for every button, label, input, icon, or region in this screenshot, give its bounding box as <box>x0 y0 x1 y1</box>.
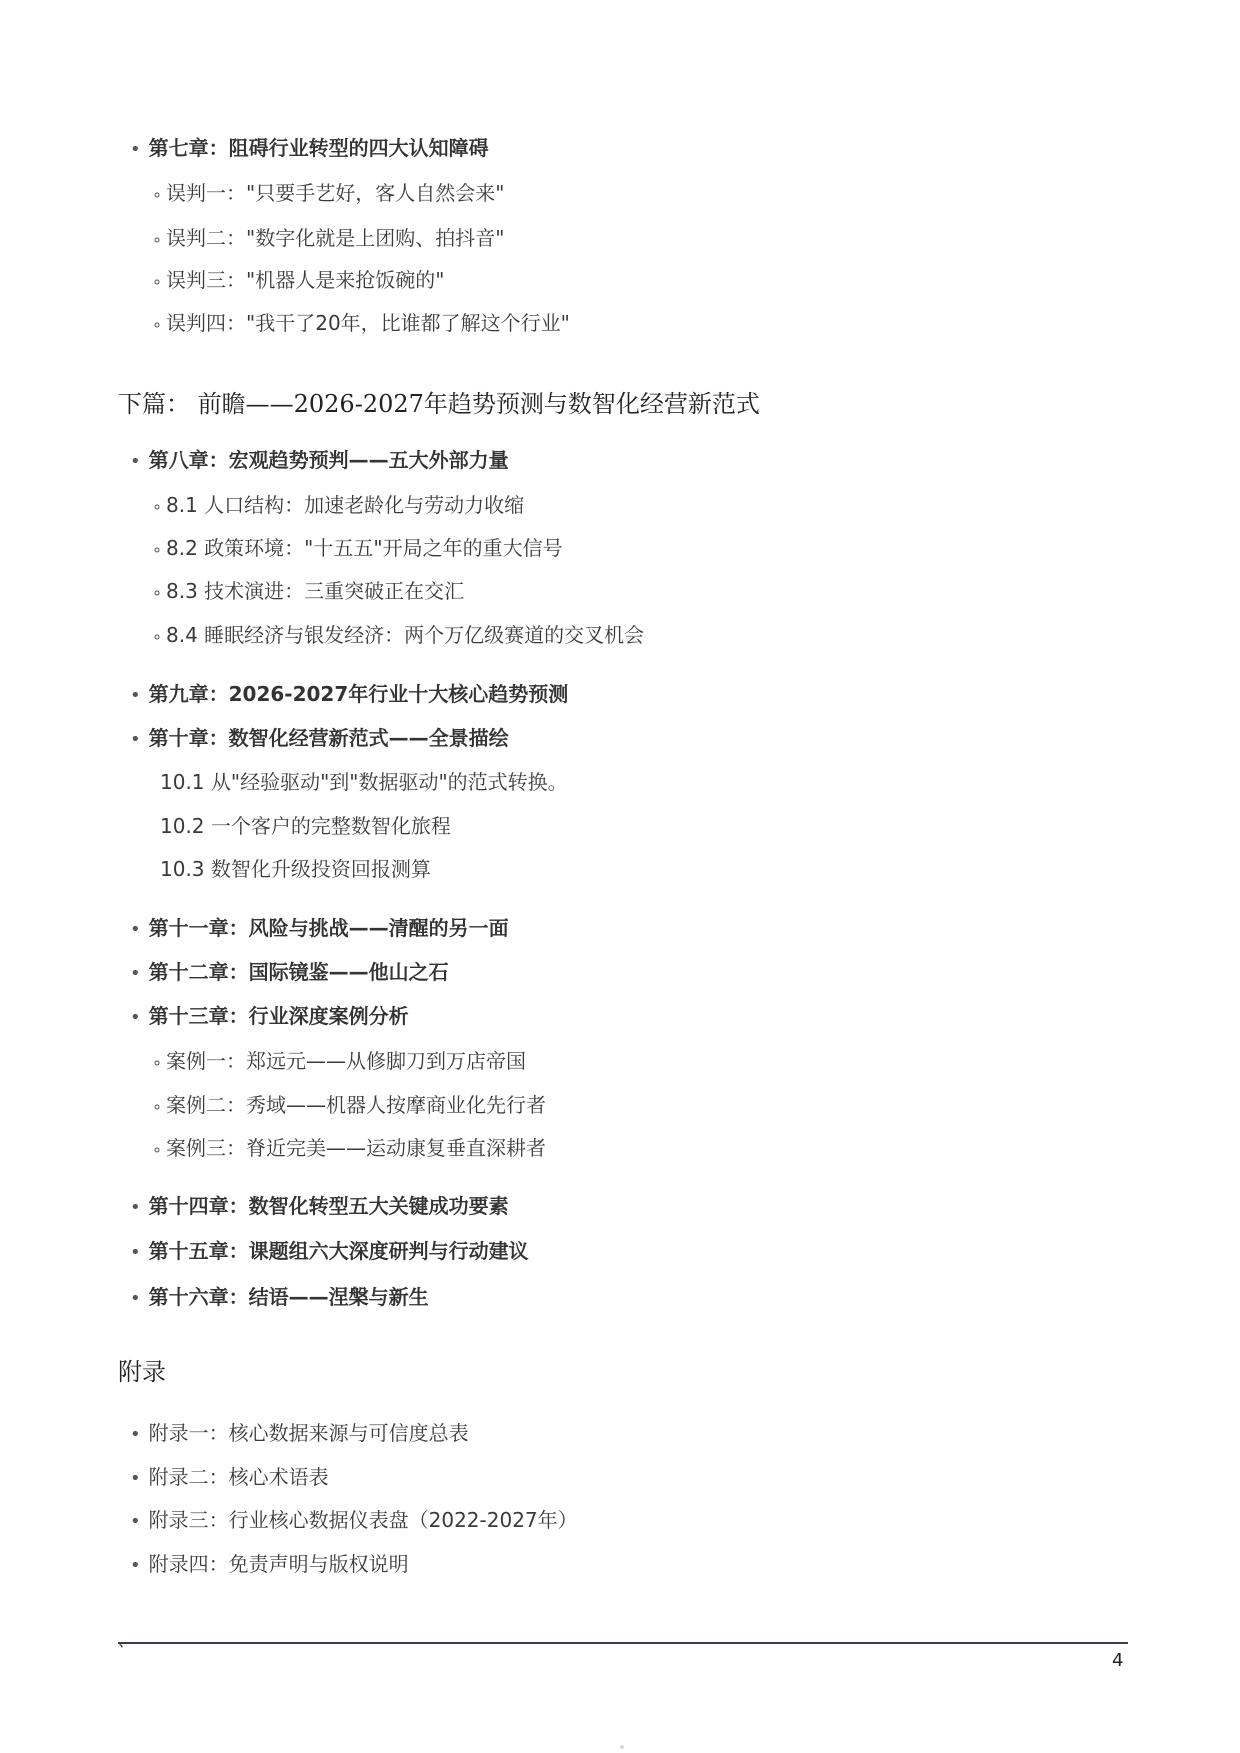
chapter-13-heading <box>130 1006 409 1027</box>
circle-bullet-icon: ∘ <box>152 1140 163 1159</box>
chapter-14-heading <box>130 1196 509 1217</box>
chapter-16-heading <box>130 1287 429 1308</box>
circle-bullet-icon: ∘ <box>152 583 163 602</box>
footer-mark: 、 <box>118 1631 135 1650</box>
list-item: ∘ 案例一：郑远元——从修脚刀到万店帝国 <box>152 1049 527 1073</box>
circle-bullet-icon: ∘ <box>152 185 163 204</box>
circle-bullet-icon: ∘ <box>152 540 163 559</box>
list-item: • 附录四：免责声明与版权说明 <box>130 1552 409 1576</box>
chapter-title: 第九章：2026-2027年行业十大核心趋势预测 <box>148 682 569 706</box>
chapter-9-heading <box>130 684 568 705</box>
bullet-icon: • <box>130 1468 141 1489</box>
chapter-12-heading <box>130 962 449 983</box>
list-item: • 附录三：行业核心数据仪表盘（2022-2027年） <box>130 1508 578 1532</box>
circle-bullet-icon: ∘ <box>152 497 163 516</box>
bullet-icon: • <box>130 139 141 160</box>
chapter-title: 第十一章：风险与挑战——清醒的另一面 <box>148 916 509 940</box>
chapter-title: 第十章：数智化经营新范式——全景描绘 <box>148 726 509 750</box>
page-number: 4 <box>1112 1650 1124 1671</box>
list-item: ∘ 误判四："我干了20年，比谁都了解这个行业" <box>152 311 570 335</box>
bullet-icon: • <box>130 1555 141 1576</box>
bullet-icon: • <box>130 963 141 984</box>
chapter-11-heading <box>130 918 509 939</box>
chapter-title: 第十四章：数智化转型五大关键成功要素 <box>148 1194 509 1218</box>
part-heading: 下篇： 前瞻——2026-2027年趋势预测与数智化经营新范式 <box>118 390 760 418</box>
circle-bullet-icon: ∘ <box>152 315 163 334</box>
bullet-icon: • <box>130 451 141 472</box>
bullet-icon: • <box>130 1242 141 1263</box>
circle-bullet-icon: ∘ <box>152 627 163 646</box>
chapter-15-heading <box>130 1241 529 1262</box>
list-item: ∘ 8.4 睡眠经济与银发经济：两个万亿级赛道的交叉机会 <box>152 623 645 647</box>
bullet-icon: • <box>130 919 141 940</box>
bullet-icon: • <box>130 1007 141 1028</box>
list-item: • 附录二：核心术语表 <box>130 1465 329 1489</box>
list-item: ∘ 案例三：脊近完美——运动康复垂直深耕者 <box>152 1136 547 1160</box>
bullet-icon: • <box>130 1424 141 1445</box>
chapter-8-heading <box>130 450 509 471</box>
bullet-icon: • <box>130 729 141 750</box>
chapter-10-heading <box>130 728 509 749</box>
list-item: 10.1 从"经验驱动"到"数据驱动"的范式转换。 <box>160 770 568 794</box>
list-item: ∘ 误判二："数字化就是上团购、拍抖音" <box>152 226 505 250</box>
list-item: ∘ 8.2 政策环境："十五五"开局之年的重大信号 <box>152 536 563 560</box>
bullet-icon: • <box>130 685 141 706</box>
bullet-icon: • <box>130 1511 141 1532</box>
list-item: 10.2 一个客户的完整数智化旅程 <box>160 814 451 838</box>
list-item: ∘ 误判一："只要手艺好，客人自然会来" <box>152 181 505 205</box>
list-item: ∘ 8.3 技术演进：三重突破正在交汇 <box>152 579 465 603</box>
chapter-title: 第十三章：行业深度案例分析 <box>148 1004 409 1028</box>
circle-bullet-icon: ∘ <box>152 1097 163 1116</box>
chapter-7-heading <box>130 138 489 159</box>
chapter-title: 第八章：宏观趋势预判——五大外部力量 <box>148 448 509 472</box>
chapter-title: 第十二章：国际镜鉴——他山之石 <box>148 960 449 984</box>
list-item: ∘ 8.1 人口结构：加速老龄化与劳动力收缩 <box>152 493 525 517</box>
chapter-title: 第七章：阻碍行业转型的四大认知障碍 <box>148 136 489 160</box>
list-item: ∘ 误判三："机器人是来抢饭碗的" <box>152 268 445 292</box>
list-item: ∘ 案例二：秀域——机器人按摩商业化先行者 <box>152 1093 547 1117</box>
circle-bullet-icon: ∘ <box>152 272 163 291</box>
circle-bullet-icon: ∘ <box>152 230 163 249</box>
chapter-title: 第十六章：结语——涅槃与新生 <box>148 1285 429 1309</box>
list-item: 10.3 数智化升级投资回报测算 <box>160 857 431 881</box>
footer-divider <box>118 1642 1128 1644</box>
bullet-icon: • <box>130 1197 141 1218</box>
appendix-heading: 附录 <box>118 1358 166 1386</box>
chapter-title: 第十五章：课题组六大深度研判与行动建议 <box>148 1239 529 1263</box>
bullet-icon: • <box>130 1288 141 1309</box>
circle-bullet-icon: ∘ <box>152 1053 163 1072</box>
scan-dot <box>620 1745 624 1749</box>
list-item: • 附录一：核心数据来源与可信度总表 <box>130 1421 469 1445</box>
